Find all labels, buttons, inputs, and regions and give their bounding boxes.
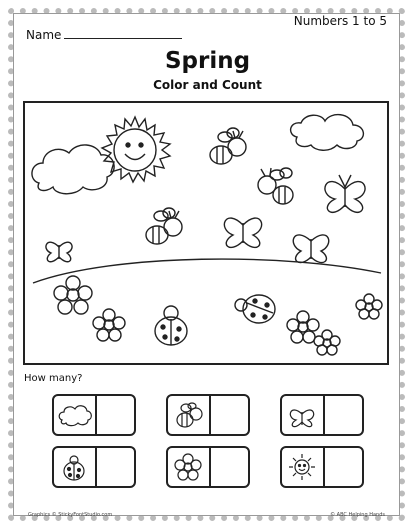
box-divider xyxy=(95,448,97,486)
butterfly-icon xyxy=(325,175,365,212)
ladybug-icon xyxy=(155,306,187,345)
flower-icon xyxy=(170,450,206,484)
butterfly-icon xyxy=(284,398,320,432)
bee-icon xyxy=(170,398,206,432)
box-divider xyxy=(323,448,325,486)
answer-space[interactable] xyxy=(98,398,134,432)
spring-scene xyxy=(23,101,389,365)
ladybug-icon xyxy=(235,295,275,323)
count-box xyxy=(280,446,364,488)
butterfly-icon xyxy=(46,242,72,262)
flower-icon xyxy=(314,330,340,355)
count-box xyxy=(280,394,364,436)
answer-space[interactable] xyxy=(98,450,134,484)
answer-space[interactable] xyxy=(326,450,362,484)
answer-space[interactable] xyxy=(212,450,248,484)
left-credit: Graphics © StickyFontStudio.com xyxy=(28,512,113,518)
box-divider xyxy=(209,448,211,486)
bee-icon xyxy=(210,128,246,164)
box-divider xyxy=(209,396,211,434)
flower-icon xyxy=(93,309,125,341)
count-box xyxy=(52,394,136,436)
bee-icon xyxy=(146,208,182,244)
count-box xyxy=(52,446,136,488)
worksheet-title: Spring xyxy=(164,48,251,74)
count-box xyxy=(166,394,250,436)
butterfly-icon xyxy=(293,235,328,263)
hill-line xyxy=(33,259,381,283)
numbers-range-label: Numbers 1 to 5 xyxy=(293,14,387,28)
cloud-icon xyxy=(291,115,364,151)
name-write-line xyxy=(64,38,182,39)
flower-icon xyxy=(356,294,382,319)
ladybug-icon xyxy=(56,450,92,484)
right-credit: © ABC Helping Hands xyxy=(330,512,385,518)
name-label: Name xyxy=(26,28,62,42)
how-many-prompt: How many? xyxy=(24,373,83,384)
box-divider xyxy=(323,396,325,434)
sun-icon xyxy=(284,450,320,484)
answer-space[interactable] xyxy=(212,398,248,432)
cloud-icon xyxy=(56,398,92,432)
box-divider xyxy=(95,396,97,434)
answer-space[interactable] xyxy=(326,398,362,432)
count-box xyxy=(166,446,250,488)
cloud-icon xyxy=(32,145,114,194)
bee-icon xyxy=(258,168,293,204)
sun-icon xyxy=(102,117,170,182)
flower-icon xyxy=(54,276,92,314)
worksheet-subtitle: Color and Count xyxy=(153,78,262,92)
butterfly-icon xyxy=(224,218,261,247)
scene-illustration xyxy=(25,103,387,363)
